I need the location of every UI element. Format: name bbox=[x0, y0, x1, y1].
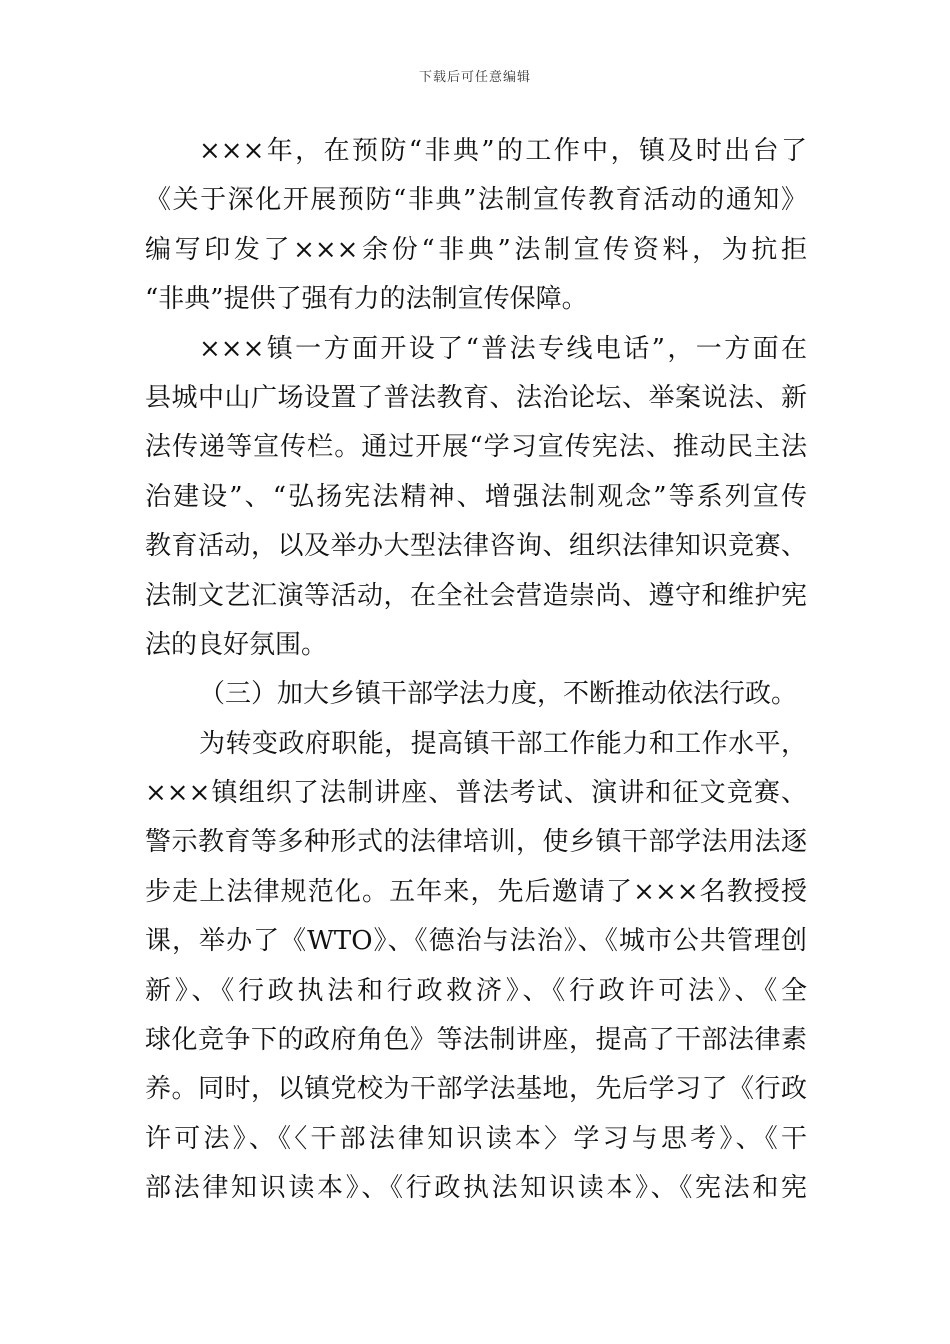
paragraph-4-line-7: 球化竞争下的政府角色》等法制讲座，提高了干部法律素 bbox=[145, 1025, 807, 1056]
body-text bbox=[145, 127, 807, 1214]
paragraph-2-line-6: 法制文艺汇演等活动，在全社会营造崇尚、遵守和维护宪 bbox=[145, 580, 807, 611]
paragraph-1-line-4: “非典”提供了强有力的法制宣传保障。 bbox=[145, 284, 588, 315]
paragraph-1-line-3: 编写印发了×××余份“非典”法制宣传资料，为抗拒 bbox=[145, 234, 807, 265]
paragraph-4-line-9: 许可法》、《〈干部法律知识读本〉学习与思考》、《干 bbox=[145, 1123, 807, 1154]
paragraph-4-line-5: 课，举办了《WTO》、《德治与法治》、《城市公共管理创 bbox=[145, 926, 807, 957]
paragraph-2-line-7: 法的良好氛围。 bbox=[145, 629, 328, 660]
paragraph-2-line-5: 教育活动，以及举办大型法律咨询、组织法律知识竞赛、 bbox=[145, 531, 807, 562]
paragraph-1-line-2: 《关于深化开展预防“非典”法制宣传教育活动的通知》 bbox=[145, 185, 807, 216]
paragraph-4-line-10: 部法律知识读本》、《行政执法知识读本》、《宪法和宪 bbox=[145, 1173, 807, 1204]
paragraph-4-line-2: ×××镇组织了法制讲座、普法考试、演讲和征文竞赛、 bbox=[145, 778, 807, 809]
paragraph-4-line-8: 养。同时，以镇党校为干部学法基地，先后学习了《行政 bbox=[145, 1074, 807, 1105]
paragraph-4-line-1: 为转变政府职能，提高镇干部工作能力和工作水平， bbox=[199, 728, 807, 759]
paragraph-2-line-3: 法传递等宣传栏。通过开展“学习宣传宪法、推动民主法 bbox=[145, 432, 807, 463]
paragraph-2-line-2: 县城中山广场设置了普法教育、法治论坛、举案说法、新 bbox=[145, 382, 807, 413]
paragraph-4-line-3: 警示教育等多种形式的法律培训，使乡镇干部学法用法逐 bbox=[145, 827, 807, 858]
paragraph-4-line-4: 步走上法律规范化。五年来，先后邀请了×××名教授授 bbox=[145, 876, 807, 907]
header-note: 下载后可任意编辑 bbox=[418, 70, 531, 85]
section-heading-3: （三）加大乡镇干部学法力度，不断推动依法行政。 bbox=[199, 679, 798, 710]
paragraph-1-line-1: ×××年，在预防“非典”的工作中，镇及时出台了 bbox=[199, 136, 807, 166]
paragraph-2-line-1: ×××镇一方面开设了“普法专线电话”，一方面在 bbox=[199, 333, 807, 364]
paragraph-2-line-4: 治建设”、“弘扬宪法精神、增强法制观念”等系列宣传 bbox=[145, 481, 807, 512]
paragraph-4-line-6: 新》、《行政执法和行政救济》、《行政许可法》、《全 bbox=[145, 975, 807, 1006]
